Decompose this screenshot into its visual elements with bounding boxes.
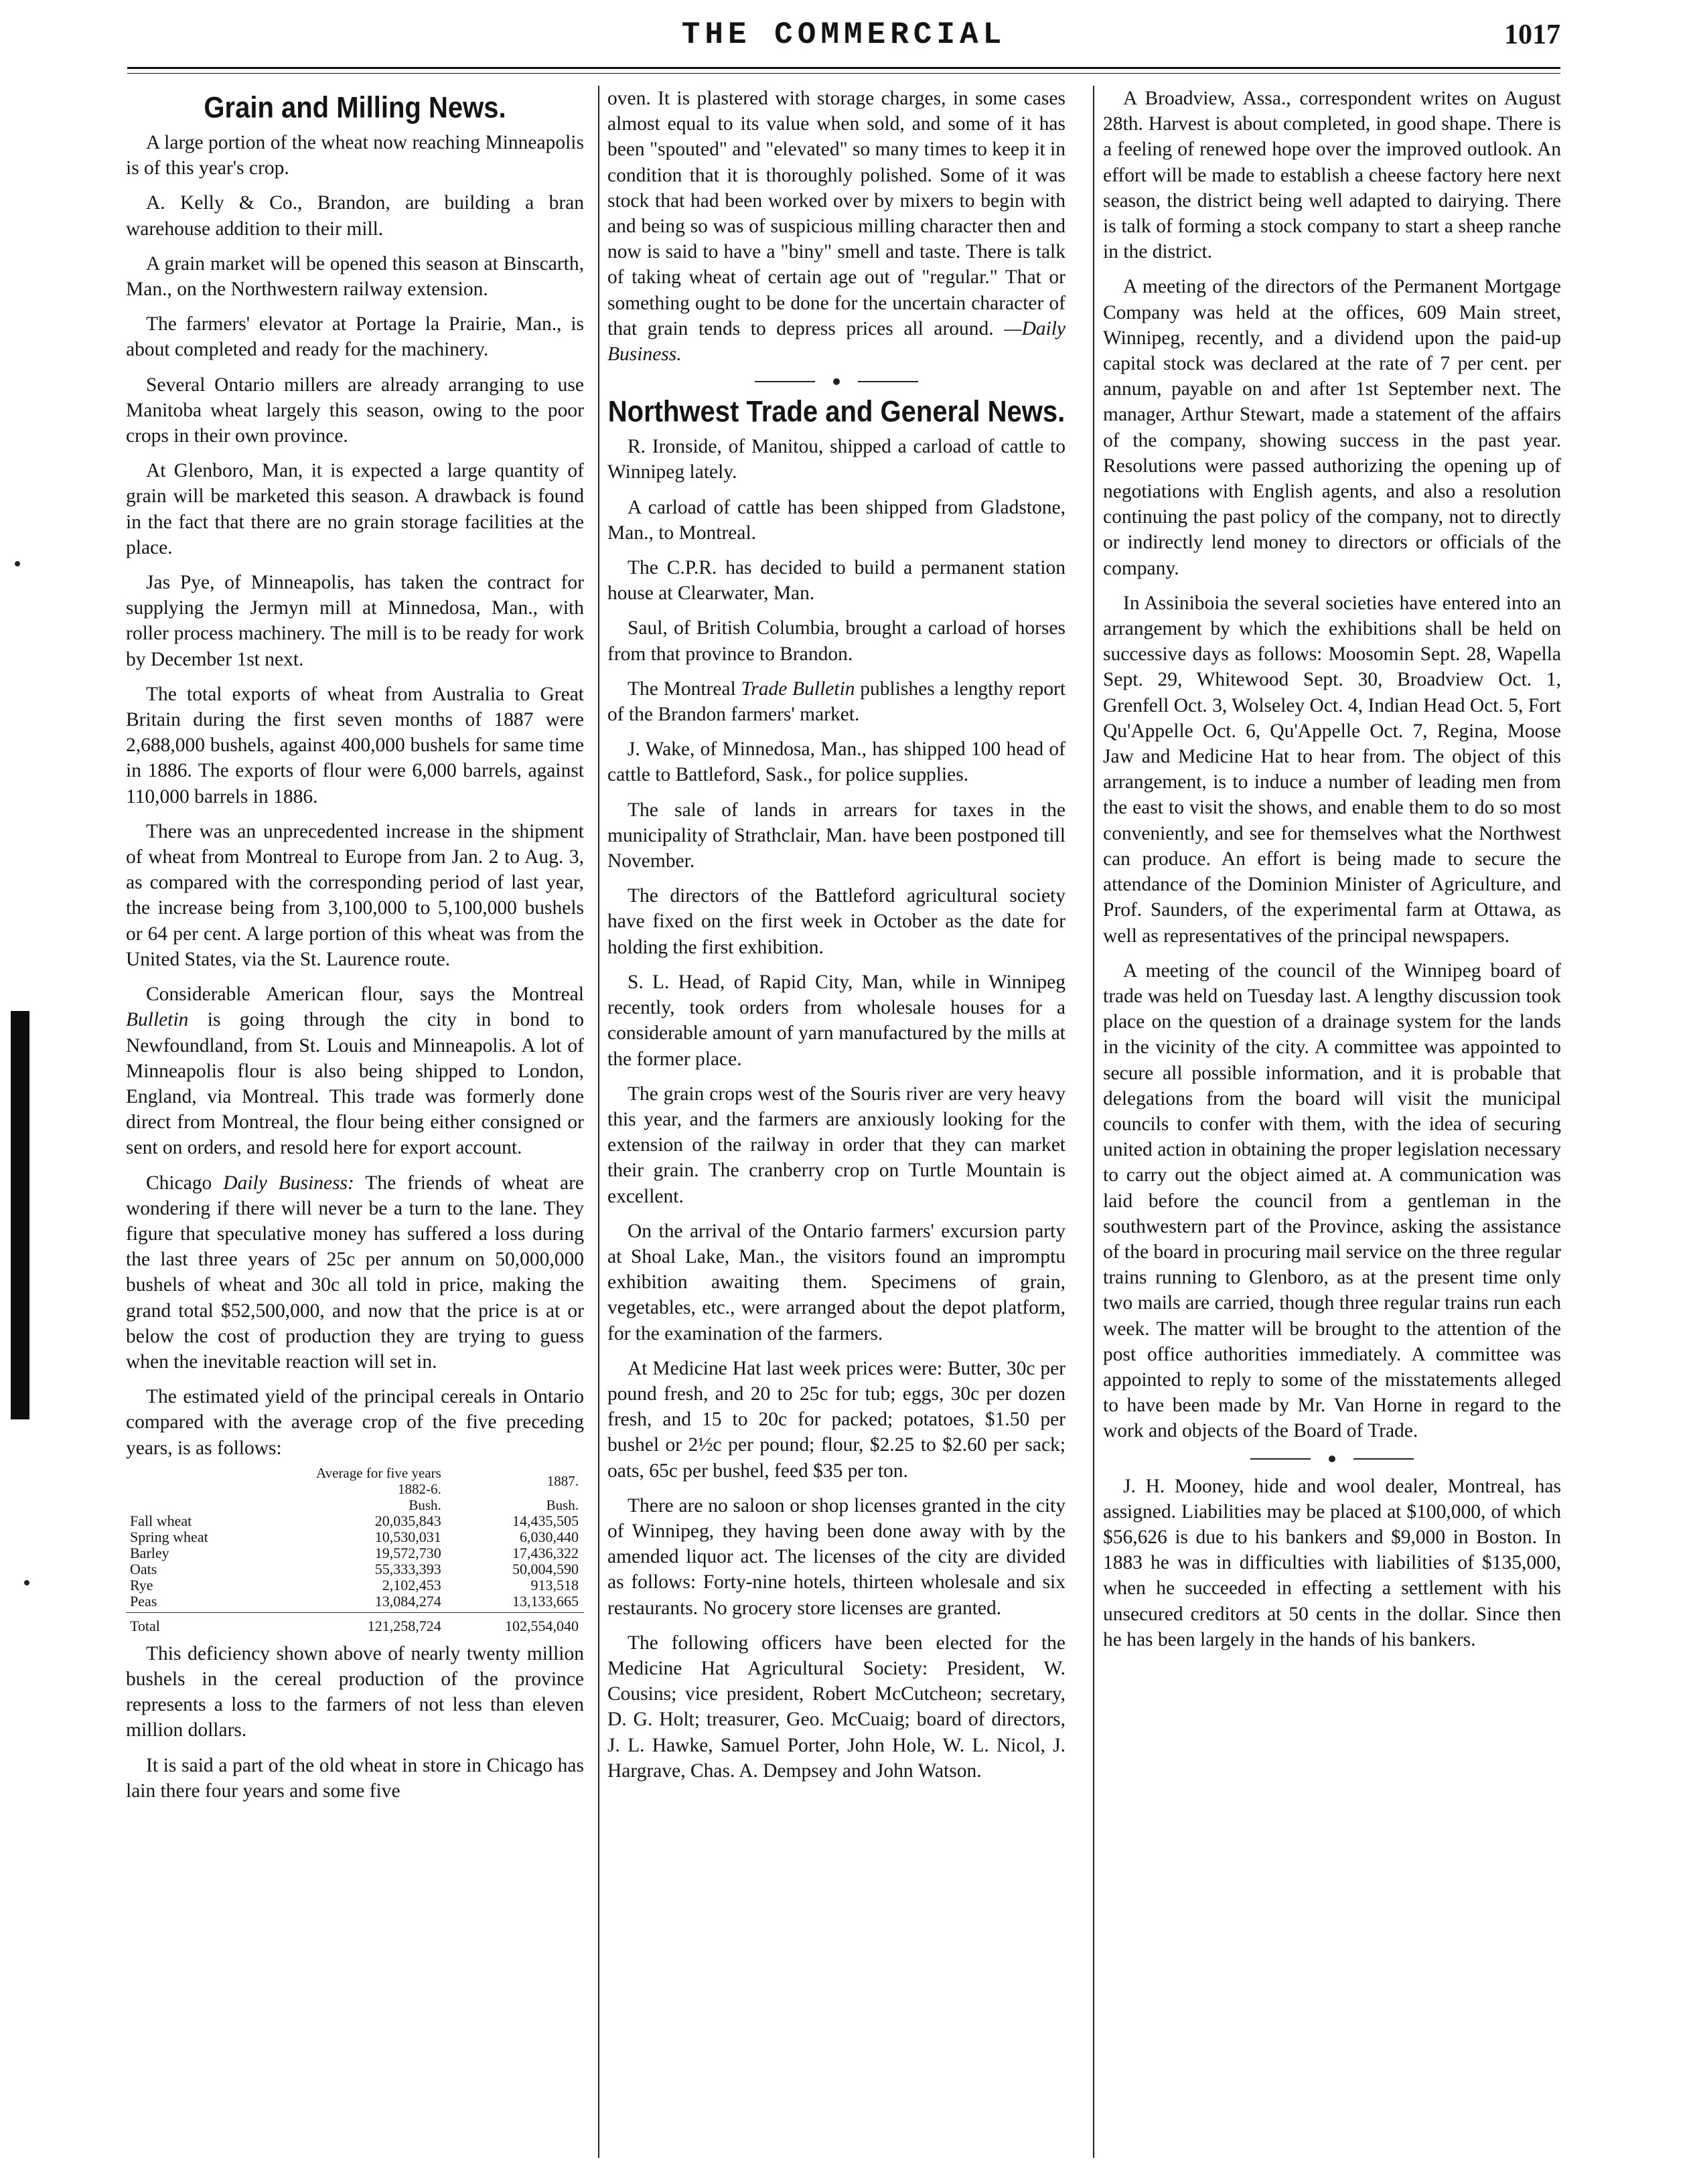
column-divider [1093, 86, 1094, 2158]
article-paragraph: The grain crops west of the Souris river are very heavy this year, and the farmers are anxiously looking for the extension of the railway in order that they can market their grain. The cranberry crop on Turtle Mountain is excellent. [607, 1083, 1066, 1207]
article-paragraph [126, 982, 584, 1160]
article-paragraph: This deficiency shown above of nearly twenty million bushels in the cereal production of the province represents a loss to the farmers of not less than eleven million dollars. [126, 1642, 584, 1741]
section-heading-grain-milling: Grain and Milling News. [204, 91, 506, 125]
text-run: is going through the city in bond to Newfoundland, from St. Louis and Minneapolis. A lot of Minneapolis flour is also being shipped to London, England, via Montreal. This trade was formerly done direct from Montreal, the flour being either consigned or sent on orders, and resold here for export account. [126, 1009, 584, 1159]
article-paragraph: A meeting of the council of the Winnipeg board of trade was held on Tuesday last. A lengthy discussion took place on the question of a drainage system for the lands in the vicinity of the city. A committee was appointed to secure all possible information, and it is probable that delegations from the board will visit the municipal councils to confer with them, with the idea of securing united action in obtaining the proper legislation necessary to carry out the object aimed at. A communication was laid before the council from a gentleman in the southwestern part of the Province, asking the assistance of the board in procuring mail service on the three regular trains running to Glenboro, as at the present time only two mails are carried, though three regular trains run each week. The matter will be brought to the attention of the post office authorities immediately. A committee was appointed to reply to some of the misstatements alleged to have been made by Mr. Van Horne in regard to the work and objects of the Board of Trade. [1103, 959, 1561, 1442]
article-paragraph: At Glenboro, Man, it is expected a large quantity of grain will be marketed this season. A drawback is found in the fact that there are no grain storage facilities at the place. [126, 460, 584, 558]
crop-name: Rye [130, 1576, 153, 1593]
average-yield: 13,084,274 [374, 1592, 441, 1610]
header-rule [127, 67, 1560, 74]
table-row [126, 1513, 584, 1529]
table-row [126, 1561, 584, 1577]
article-paragraph: A meeting of the directors of the Permanent Mortgage Company was held at the offices, 609 Main street, Winnipeg, recently, and a dividend upon the paid-up capital stock was declared at the rate of 7 per cent. per annum, payable on and after 1st September next. The manager, Arthur Stewart, made a statement of the affairs of the company, showing success in the past year. Resolutions were passed authorizing the opening up of negotiations with English agents, and also a resolution continuing the past policy of the company, not to directly or indirectly lend money to directors or officials of the company. [1103, 276, 1561, 579]
cereal-yield-table [126, 1465, 584, 1634]
article-paragraph: R. Ironside, of Manitou, shipped a carload of cattle to Winnipeg lately. [607, 436, 1066, 483]
scan-margin-mark [11, 1011, 29, 1419]
article-paragraph: Several Ontario millers are already arranging to use Manitoba wheat largely this season, owing to the poor crops in their own province. [126, 374, 584, 447]
article-paragraph: The C.P.R. has decided to build a permanent station house at Clearwater, Man. [607, 557, 1066, 605]
article-paragraph: J. H. Mooney, hide and wool dealer, Montreal, has assigned. Liabilities may be placed at $100,000, of which $56,626 is due to his bankers and $9,000 in Boston. In 1883 he was in difficulties with liabilities of $135,000, when he succeeded in effecting a settlement with his unsecured creditors at 50 cents in the dollar. Since then he has been largely in the hands of his bankers. [1103, 1475, 1561, 1650]
section-heading-northwest-news: Northwest Trade and General News. [607, 395, 1066, 428]
page-number: 1017 [1504, 19, 1560, 50]
scan-margin-dot [24, 1580, 29, 1585]
average-yield: 2,102,453 [382, 1576, 441, 1593]
average-yield: 10,530,031 [374, 1528, 441, 1545]
article-list [607, 736, 1066, 1784]
column-3 [1103, 86, 1561, 2158]
total-average: 121,258,724 [367, 1617, 441, 1634]
yield-1887: 13,133,665 [512, 1592, 579, 1610]
article-paragraph: The farmers' elevator at Portage la Prairie, Man., is about completed and ready for the machinery. [126, 313, 584, 361]
article-paragraph: On the arrival of the Ontario farmers' excursion party at Shoal Lake, Man., the visitors found an impromptu exhibition awaiting them. Specimens of grain, vegetables, etc., were arranged about the depot platform, for the examination of the farmers. [607, 1220, 1066, 1344]
article-paragraph: A large portion of the wheat now reaching Minneapolis is of this year's crop. [126, 132, 584, 179]
article-list [126, 130, 584, 972]
table-row [126, 1577, 584, 1593]
scan-margin-dot [15, 561, 20, 566]
average-yield: 19,572,730 [374, 1544, 441, 1561]
total-label: Total [130, 1617, 160, 1634]
yield-1887: 17,436,322 [512, 1544, 579, 1561]
publication-name: —Daily Business. [607, 317, 1066, 366]
article-paragraph: Saul, of British Columbia, brought a carload of horses from that province to Brandon. [607, 617, 1066, 665]
text-run: The Montreal [628, 678, 741, 700]
article-paragraph: A. Kelly & Co., Brandon, are building a bran warehouse addition to their mill. [126, 192, 584, 240]
table-header-crop [126, 1465, 309, 1497]
text-run: oven. It is plastered with storage charges, in some cases almost equal to its value when sold, and some of it has been "spouted" and "elevated" so many times to keep it in condition that it is thoroughly polished. Some of it was stock that had been worked over by mixers to begin with and being so was of suspicious milling character then and now is said to have a "biny" smell and taste. There is talk of taking wheat of certain age out of "regular." That or something ought to be done for the uncertain character of that grain tends to depress prices all around. [607, 88, 1066, 339]
yield-intro: The estimated yield of the principal cereals in Ontario compared with the average crop of the five preceding years, is as follows: [126, 1386, 584, 1459]
table-subheader [126, 1497, 309, 1513]
table-header-1887: 1887. [546, 1472, 579, 1489]
crop-name: Barley [130, 1544, 169, 1561]
column-divider [598, 86, 599, 2158]
article-paragraph: There was an unprecedented increase in the shipment of wheat from Montreal to Europe from Jan. 2 to Aug. 3, as compared with the corresponding period of last year, the increase being from 3,100,000 to 5,100,000 bushels or 64 per cent. A large portion of this wheat was from the United States, via the St. Laurence route. [126, 820, 584, 970]
yield-1887: 913,518 [530, 1576, 579, 1593]
article-paragraph: In Assiniboia the several societies have entered into an arrangement by which the exhibitions shall be held on successive days as follows: Moosomin Sept. 28, Wapella Sept. 29, Whitewood Sept. 30, Broadview Oct. 1, Grenfell Oct. 3, Wolseley Oct. 4, Indian Head Oct. 5, Fort Qu'Appelle Oct. 6, Qu'Appelle Oct. 7, Regina, Moose Jaw and Medicine Hat to hear from. The object of this arrangement, is to induce a number of leading men from the east to visit the shows, and enable them to do so most conveniently, and see for themselves what the Northwest can produce. An effort is being made to secure the attendance of the Dominion Minister of Agriculture, and Prof. Saunders, of the experimental farm at Ottawa, as well as representatives of the principal newspapers. [1103, 592, 1561, 947]
column-2 [607, 86, 1066, 2158]
yield-1887: 50,004,590 [512, 1560, 579, 1577]
article-paragraph: S. L. Head, of Rapid City, Man, while in Winnipeg recently, took orders from wholesale houses for a considerable amount of yarn manufactured by the mills at the former place. [607, 971, 1066, 1070]
article-list [1103, 86, 1561, 1444]
article-paragraph: Jas Pye, of Minneapolis, has taken the contract for supplying the Jermyn mill at Minnedosa, Man., with roller process machinery. The mill is to be ready for work by December 1st next. [126, 572, 584, 670]
publication-title: THE COMMERCIAL [681, 17, 1007, 52]
text-run: Considerable American flour, says the Montreal [146, 984, 584, 1006]
article-paragraph [607, 676, 1066, 727]
article-paragraph: The directors of the Battleford agricultural society have fixed on the first week in October as the date for holding the first exhibition. [607, 885, 1066, 958]
article-paragraph: The sale of lands in arrears for taxes in the municipality of Strathclair, Man. have been postponed till November. [607, 799, 1066, 872]
table-body [126, 1513, 584, 1610]
article-paragraph: A carload of cattle has been shipped from Gladstone, Man., to Montreal. [607, 496, 1066, 544]
publication-name: Trade Bulletin [741, 678, 855, 700]
article-paragraph-continued [607, 86, 1066, 367]
table-unit: Bush. [409, 1496, 441, 1513]
table-row [126, 1545, 584, 1561]
article-paragraph: The following officers have been elected for the Medicine Hat Agricultural Society: President, W. Cousins; vice president, Robert McCutcheon; secretary, D. G. Holt; treasurer, Geo. McCuaig; board of directors, J. L. Hawke, Samuel Porter, John Hole, W. L. Nicol, J. Hargrave, Chas. A. Dempsey and John Watson. [607, 1632, 1066, 1782]
table-total-row [126, 1612, 584, 1634]
article-paragraph [126, 1170, 584, 1375]
article-paragraph: A grain market will be opened this season at Binscarth, Man., on the Northwestern railway extension. [126, 252, 584, 301]
article-paragraph: There are no saloon or shop licenses granted in the city of Winnipeg, they having been done away with by the amended liquor act. The licenses of the city are divided as follows: Forty-nine hotels, thirteen wholesale and six restaurants. No grocery store licenses are granted. [607, 1494, 1066, 1619]
publication-name: Bulletin [126, 1009, 189, 1031]
crop-name: Spring wheat [130, 1528, 208, 1545]
table-unit: Bush. [546, 1496, 579, 1513]
yield-1887: 6,030,440 [520, 1528, 579, 1545]
text-run: The friends of wheat are wondering if there will never be a turn to the lane. They figure that speculative money has suffered a loss during the last three years of 25c per annum on 50,000,000 bushels of wheat and 30c all told in price, making the grand total $52,500,000, and now that the price is at or below the cost of production they are trying to guess when the inevitable reaction will set in. [126, 1172, 584, 1373]
publication-name: Daily Business: [223, 1172, 354, 1194]
text-run: publishes a lengthy report of the Brandon farmers' market. [607, 678, 1066, 726]
article-list [607, 434, 1066, 667]
section-ornament [607, 378, 1066, 386]
text-run: Chicago [146, 1172, 224, 1194]
yield-1887: 14,435,505 [512, 1512, 579, 1529]
section-ornament [1103, 1455, 1561, 1463]
column-1 [126, 86, 584, 2158]
average-yield: 20,035,843 [374, 1512, 441, 1529]
table-header-average: Average for five years 1882-6. [316, 1464, 441, 1497]
article-paragraph: The total exports of wheat from Australia to Great Britain during the first seven months of 1887 were 2,688,000 bushels, against 400,000 bushels for same time in 1886. The exports of flour were 6,000 barrels, against 110,000 barrels in 1886. [126, 683, 584, 807]
total-1887: 102,554,040 [505, 1617, 579, 1634]
article-paragraph: J. Wake, of Minnedosa, Man., has shipped 100 head of cattle to Battleford, Sask., for police supplies. [607, 738, 1066, 786]
article-paragraph: A Broadview, Assa., correspondent writes on August 28th. Harvest is about completed, in good shape. There is a feeling of renewed hope over the improved outlook. An effort will be made to establish a cheese factory here next season, the district being well adapted to dairying. There is talk of forming a stock company to start a sheep ranche in the district. [1103, 88, 1561, 263]
crop-name: Oats [130, 1560, 157, 1577]
table-row [126, 1529, 584, 1545]
masthead [127, 17, 1560, 58]
crop-name: Fall wheat [130, 1512, 192, 1529]
article-paragraph: At Medicine Hat last week prices were: Butter, 30c per pound fresh, and 20 to 25c for tub; eggs, 30c per dozen fresh, and 15 to 20c for packed; potatoes, $1.50 per bushel or 2½c per pound; flour, $2.25 to $2.60 per sack; oats, 65c per bushel, feed $35 per ton. [607, 1357, 1066, 1482]
article-list [1103, 1474, 1561, 1652]
average-yield: 55,333,393 [374, 1560, 441, 1577]
article-paragraph: It is said a part of the old wheat in store in Chicago has lain there four years and some five [126, 1754, 584, 1802]
crop-name: Peas [130, 1592, 157, 1610]
table-row [126, 1593, 584, 1610]
